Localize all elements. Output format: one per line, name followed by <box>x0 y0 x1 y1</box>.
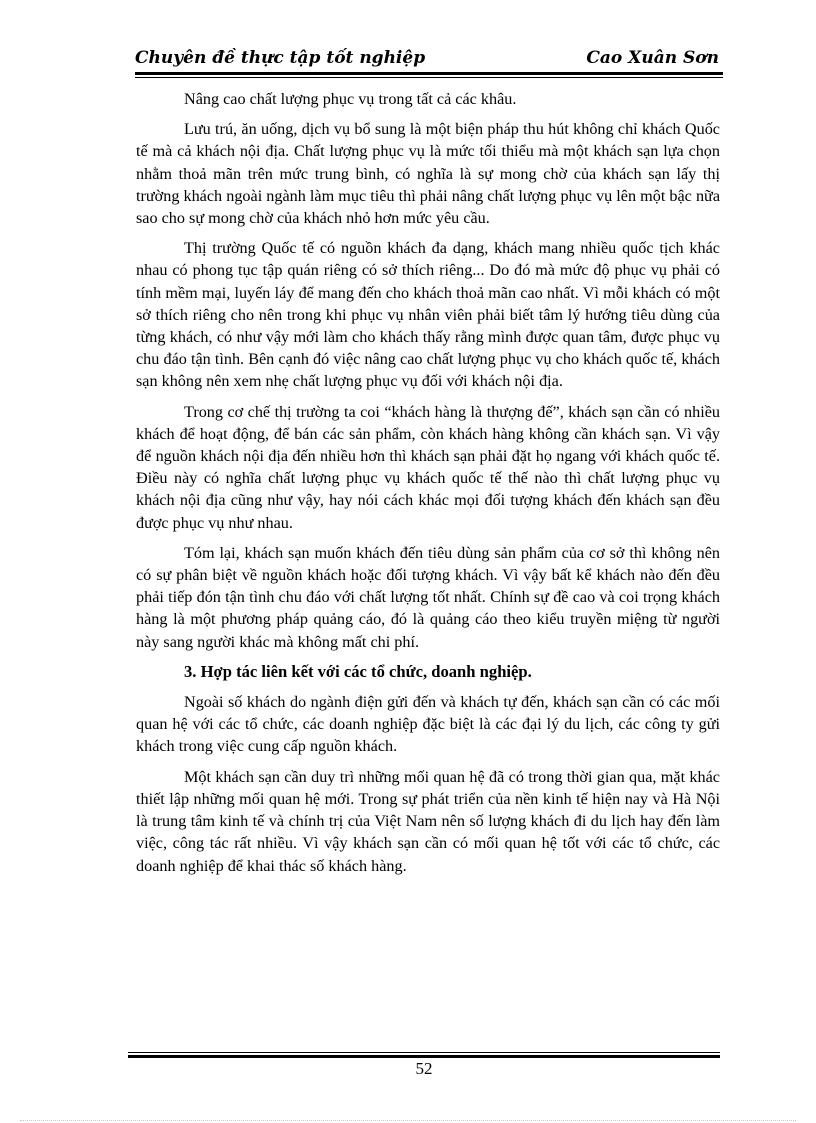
paragraph: Nâng cao chất lượng phục vụ trong tất cả các khâu. <box>184 90 517 108</box>
footer-rule-thin <box>128 1052 720 1053</box>
paragraph: Một khách sạn cần duy trì những mối quan hệ đã có trong thời gian qua, mặt khác thiết lập những mối quan hệ mới. Trong sự phát triển của nền kinh tế hiện nay và Hà Nội là trung tâm kinh tế và chính trị của Việt Nam nên số lượng khách đi du lịch hay đến làm việc, công tác rất nhiều. Vì vậy khách sạn cần có mối quan hệ tốt với các tổ chức, các doanh nghiệp để khai thác số khách hàng. <box>136 767 720 875</box>
header-rule-thin <box>135 77 723 78</box>
paragraph: Ngoài số khách do ngành điện gửi đến và khách tự đến, khách sạn cần có các mối quan hệ với các tổ chức, các doanh nghiệp đặc biệt là các đại lý du lịch, các công ty gửi khách trong việc cung cấp nguồn khách. <box>136 693 720 756</box>
running-header <box>135 46 723 72</box>
header-rule <box>135 72 723 75</box>
header-author: Cao Xuân Sơn <box>586 48 719 68</box>
page-edge-divider <box>20 1120 796 1121</box>
paragraph: Lưu trú, ăn uống, dịch vụ bổ sung là một biện pháp thu hút không chỉ khách Quốc tế mà cả khách nội địa. Chất lượng phục vụ là mức tối thiểu mà một khách sạn lựa chọn nhằm thoả mãn trên mức trung bình, có nghĩa là sự mong chờ của khách sạn lấy thị trường khách ngoài ngành làm mục tiêu thì phải nâng chất lượng phục vụ lên một bậc nữa sao cho sự mong chờ của khách nhỏ hơn mức yêu cầu. <box>136 120 720 228</box>
section-heading: 3. Hợp tác liên kết với các tổ chức, doanh nghiệp. <box>184 661 532 681</box>
footer-rule <box>128 1055 720 1058</box>
paragraph: Thị trường Quốc tế có nguồn khách đa dạng, khách mang nhiều quốc tịch khác nhau có phong tục tập quán riêng có sở thích riêng... Do đó mà mức độ phục vụ phải có tính mềm mại, luyến láy để mang đến cho khách thoả mãn cao nhất. Vì mỗi khách có một sở thích riêng cho nên trong khi phục vụ nhân viên phải biết tâm lý hướng tiêu dùng của từng khách, có như vậy mới làm cho khách thấy rằng mình được quan tâm, được phục vụ chu đáo tận tình. Bên cạnh đó việc nâng cao chất lượng phục vụ cho khách quốc tế, khách sạn không nên xem nhẹ chất lượng phục vụ đối với khách nội địa. <box>136 239 720 391</box>
body-text <box>136 88 720 885</box>
paragraph: Tóm lại, khách sạn muốn khách đến tiêu dùng sản phẩm của cơ sở thì không nên có sự phân biệt về nguồn khách hoặc đối tượng khách. Vì vậy bất kể khách nào đến đều phải tiếp đón tận tình chu đáo với chất lượng tốt nhất. Chính sự đề cao và coi trọng khách hàng là một phương pháp quảng cáo, đó là quảng cáo theo kiểu truyền miệng từ người này sang người khác mà không mất chi phí. <box>136 543 720 651</box>
page-number: 52 <box>415 1059 433 1078</box>
header-title: Chuyên đề thực tập tốt nghiệp <box>135 48 426 68</box>
paragraph: Trong cơ chế thị trường ta coi “khách hàng là thượng đế”, khách sạn cần có nhiều khách để hoạt động, để bán các sản phẩm, còn khách hàng không cần khách sạn. Vì vậy để nguồn khách nội địa đến nhiều hơn thì khách sạn phải đặt họ ngang với khách quốc tế. Điều này có nghĩa chất lượng phục vụ khách quốc tế thế nào thì chất lượng phục vụ khách nội địa cũng như vậy, hay nói cách khác mọi đối tượng khách đến khách sạn đều được phục vụ như nhau. <box>136 402 720 532</box>
